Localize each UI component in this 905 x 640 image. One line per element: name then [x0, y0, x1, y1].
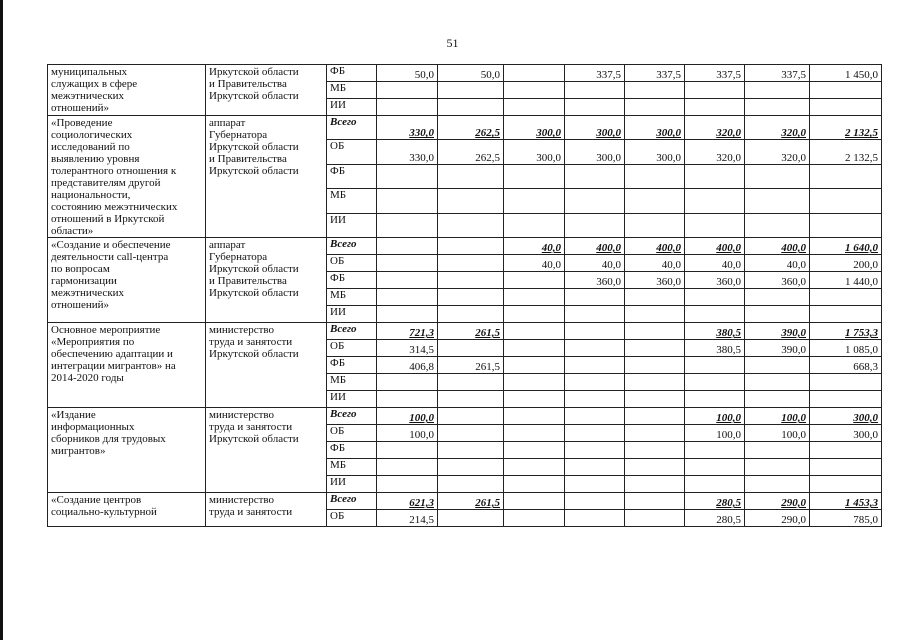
- year-value: [377, 272, 438, 289]
- year-value: [685, 164, 745, 188]
- table-row: [48, 323, 882, 340]
- year-value: [745, 357, 810, 374]
- year-value: [745, 289, 810, 306]
- table-row: [48, 238, 882, 255]
- executor-name: аппарат Губернатора Иркутской области и Правительства Иркутской области: [206, 116, 327, 238]
- year-value: [685, 476, 745, 493]
- year-value: 314,5: [377, 340, 438, 357]
- year-value: 337,5: [745, 65, 810, 82]
- year-value: [504, 99, 565, 116]
- funding-source: ФБ: [327, 65, 377, 82]
- year-value: 390,0: [745, 323, 810, 340]
- total-value: [810, 82, 882, 99]
- year-value: 400,0: [685, 238, 745, 255]
- total-value: 1 453,3: [810, 493, 882, 510]
- year-value: 262,5: [438, 140, 504, 164]
- year-value: [377, 306, 438, 323]
- funding-source: Всего: [327, 238, 377, 255]
- funding-source: МБ: [327, 82, 377, 99]
- year-value: [745, 189, 810, 213]
- year-value: [625, 306, 685, 323]
- year-value: [504, 510, 565, 527]
- year-value: 337,5: [685, 65, 745, 82]
- executor-name: министерство труда и занятости Иркутской области: [206, 323, 327, 408]
- total-value: 2 132,5: [810, 116, 882, 140]
- year-value: [438, 510, 504, 527]
- table-row: [48, 65, 882, 82]
- year-value: 100,0: [377, 408, 438, 425]
- year-value: [565, 510, 625, 527]
- year-value: [625, 357, 685, 374]
- year-value: 300,0: [565, 140, 625, 164]
- year-value: [565, 357, 625, 374]
- year-value: [438, 408, 504, 425]
- year-value: 100,0: [685, 408, 745, 425]
- year-value: [377, 374, 438, 391]
- funding-source: ИИ: [327, 391, 377, 408]
- year-value: [504, 65, 565, 82]
- measure-name: «Создание и обеспечение деятельности call-центра по вопросам гармонизации межэтнических отношений»: [48, 238, 206, 323]
- year-value: [625, 391, 685, 408]
- year-value: [565, 323, 625, 340]
- year-value: [565, 374, 625, 391]
- total-value: [810, 164, 882, 188]
- year-value: 621,3: [377, 493, 438, 510]
- year-value: 261,5: [438, 357, 504, 374]
- year-value: [685, 357, 745, 374]
- year-value: [685, 374, 745, 391]
- year-value: [685, 306, 745, 323]
- year-value: [504, 306, 565, 323]
- funding-source: Всего: [327, 116, 377, 140]
- year-value: [377, 459, 438, 476]
- year-value: [504, 189, 565, 213]
- year-value: [504, 374, 565, 391]
- year-value: 261,5: [438, 323, 504, 340]
- year-value: 40,0: [504, 255, 565, 272]
- year-value: 261,5: [438, 493, 504, 510]
- year-value: [504, 493, 565, 510]
- total-value: 2 132,5: [810, 140, 882, 164]
- funding-source: МБ: [327, 459, 377, 476]
- year-value: [625, 408, 685, 425]
- year-value: [565, 189, 625, 213]
- year-value: [625, 459, 685, 476]
- year-value: 400,0: [745, 238, 810, 255]
- measure-name: «Создание центров социально-культурной: [48, 493, 206, 527]
- year-value: 320,0: [745, 116, 810, 140]
- year-value: [625, 213, 685, 237]
- year-value: [377, 164, 438, 188]
- year-value: 214,5: [377, 510, 438, 527]
- total-value: [810, 476, 882, 493]
- funding-source: ФБ: [327, 272, 377, 289]
- year-value: [625, 99, 685, 116]
- year-value: [625, 289, 685, 306]
- total-value: 1 085,0: [810, 340, 882, 357]
- year-value: 40,0: [685, 255, 745, 272]
- year-value: 400,0: [565, 238, 625, 255]
- funding-source: ОБ: [327, 255, 377, 272]
- total-value: 300,0: [810, 425, 882, 442]
- year-value: 320,0: [745, 140, 810, 164]
- year-value: [685, 82, 745, 99]
- year-value: [377, 476, 438, 493]
- year-value: 300,0: [504, 116, 565, 140]
- year-value: [438, 289, 504, 306]
- funding-source: ФБ: [327, 442, 377, 459]
- year-value: [438, 425, 504, 442]
- year-value: [377, 99, 438, 116]
- year-value: 337,5: [565, 65, 625, 82]
- year-value: 40,0: [745, 255, 810, 272]
- table-row: [48, 408, 882, 425]
- funding-source: МБ: [327, 374, 377, 391]
- year-value: [565, 442, 625, 459]
- year-value: [377, 213, 438, 237]
- funding-source: МБ: [327, 189, 377, 213]
- year-value: [504, 357, 565, 374]
- measure-name: «Издание информационных сборников для трудовых мигрантов»: [48, 408, 206, 493]
- year-value: 300,0: [565, 116, 625, 140]
- year-value: [625, 476, 685, 493]
- year-value: [377, 442, 438, 459]
- measure-name: Основное мероприятие «Мероприятия по обеспечению адаптации и интеграции мигрантов» на 2014-2020 годы: [48, 323, 206, 408]
- year-value: 40,0: [504, 238, 565, 255]
- executor-name: Иркутской области и Правительства Иркутской области: [206, 65, 327, 116]
- year-value: [625, 510, 685, 527]
- funding-source: ИИ: [327, 306, 377, 323]
- year-value: [438, 213, 504, 237]
- year-value: 100,0: [745, 425, 810, 442]
- year-value: [745, 164, 810, 188]
- year-value: [565, 99, 625, 116]
- year-value: [377, 238, 438, 255]
- year-value: [745, 391, 810, 408]
- year-value: [504, 272, 565, 289]
- year-value: 390,0: [745, 340, 810, 357]
- total-value: 200,0: [810, 255, 882, 272]
- funding-source: ОБ: [327, 510, 377, 527]
- year-value: 400,0: [625, 238, 685, 255]
- year-value: 100,0: [377, 425, 438, 442]
- measure-name: «Проведение социологических исследований по выявлению уровня толерантного отношения к представителям другой национальности, состоянию межэтнических отношений в Иркутской области»: [48, 116, 206, 238]
- year-value: [745, 442, 810, 459]
- year-value: [438, 99, 504, 116]
- year-value: 300,0: [625, 140, 685, 164]
- measure-name: муниципальных служащих в сфере межэтнических отношений»: [48, 65, 206, 116]
- year-value: 50,0: [438, 65, 504, 82]
- table-row: [48, 493, 882, 510]
- year-value: [685, 442, 745, 459]
- year-value: 290,0: [745, 493, 810, 510]
- year-value: 320,0: [685, 140, 745, 164]
- year-value: [625, 374, 685, 391]
- year-value: [565, 408, 625, 425]
- year-value: [625, 340, 685, 357]
- total-value: [810, 374, 882, 391]
- year-value: [438, 442, 504, 459]
- funding-source: ФБ: [327, 164, 377, 188]
- year-value: [565, 164, 625, 188]
- year-value: [745, 82, 810, 99]
- year-value: 280,5: [685, 510, 745, 527]
- total-value: [810, 99, 882, 116]
- year-value: [504, 340, 565, 357]
- total-value: [810, 442, 882, 459]
- executor-name: министерство труда и занятости Иркутской области: [206, 408, 327, 493]
- year-value: [745, 459, 810, 476]
- year-value: [438, 374, 504, 391]
- year-value: 360,0: [565, 272, 625, 289]
- year-value: [438, 164, 504, 188]
- executor-name: аппарат Губернатора Иркутской области и Правительства Иркутской области: [206, 238, 327, 323]
- year-value: 330,0: [377, 140, 438, 164]
- funding-source: ФБ: [327, 357, 377, 374]
- total-value: [810, 459, 882, 476]
- year-value: [377, 82, 438, 99]
- year-value: [438, 238, 504, 255]
- year-value: [565, 425, 625, 442]
- year-value: 330,0: [377, 116, 438, 140]
- year-value: [504, 323, 565, 340]
- funding-source: ИИ: [327, 213, 377, 237]
- year-value: [625, 442, 685, 459]
- year-value: [685, 289, 745, 306]
- year-value: [565, 289, 625, 306]
- year-value: [377, 391, 438, 408]
- year-value: [504, 408, 565, 425]
- year-value: 380,5: [685, 323, 745, 340]
- year-value: [685, 189, 745, 213]
- year-value: [504, 82, 565, 99]
- year-value: [745, 476, 810, 493]
- year-value: [377, 289, 438, 306]
- total-value: 785,0: [810, 510, 882, 527]
- year-value: [504, 425, 565, 442]
- year-value: [745, 99, 810, 116]
- funding-source: ИИ: [327, 99, 377, 116]
- year-value: [438, 189, 504, 213]
- year-value: [565, 391, 625, 408]
- year-value: [504, 459, 565, 476]
- year-value: [745, 306, 810, 323]
- year-value: 100,0: [745, 408, 810, 425]
- year-value: 721,3: [377, 323, 438, 340]
- year-value: [685, 459, 745, 476]
- executor-name: министерство труда и занятости: [206, 493, 327, 527]
- funding-source: Всего: [327, 323, 377, 340]
- year-value: 280,5: [685, 493, 745, 510]
- funding-source: Всего: [327, 408, 377, 425]
- total-value: [810, 306, 882, 323]
- total-value: [810, 289, 882, 306]
- year-value: [685, 99, 745, 116]
- year-value: [438, 306, 504, 323]
- year-value: 40,0: [565, 255, 625, 272]
- year-value: [565, 306, 625, 323]
- year-value: [438, 255, 504, 272]
- funding-source: ОБ: [327, 140, 377, 164]
- year-value: 50,0: [377, 65, 438, 82]
- year-value: 360,0: [625, 272, 685, 289]
- year-value: [745, 213, 810, 237]
- year-value: 406,8: [377, 357, 438, 374]
- year-value: [377, 255, 438, 272]
- year-value: [565, 459, 625, 476]
- year-value: [438, 272, 504, 289]
- year-value: [565, 476, 625, 493]
- year-value: [625, 189, 685, 213]
- year-value: [685, 213, 745, 237]
- year-value: 40,0: [625, 255, 685, 272]
- total-value: 1 440,0: [810, 272, 882, 289]
- year-value: [625, 493, 685, 510]
- year-value: [565, 82, 625, 99]
- year-value: [438, 82, 504, 99]
- year-value: 320,0: [685, 116, 745, 140]
- funding-source: ИИ: [327, 476, 377, 493]
- total-value: 1 753,3: [810, 323, 882, 340]
- total-value: [810, 213, 882, 237]
- total-value: 300,0: [810, 408, 882, 425]
- year-value: [504, 476, 565, 493]
- year-value: 100,0: [685, 425, 745, 442]
- year-value: 290,0: [745, 510, 810, 527]
- budget-table: [47, 64, 882, 527]
- year-value: [438, 459, 504, 476]
- year-value: [504, 391, 565, 408]
- year-value: [745, 374, 810, 391]
- table-row: [48, 116, 882, 140]
- year-value: [504, 164, 565, 188]
- year-value: 360,0: [745, 272, 810, 289]
- year-value: 380,5: [685, 340, 745, 357]
- year-value: [438, 340, 504, 357]
- year-value: [377, 189, 438, 213]
- total-value: 1 450,0: [810, 65, 882, 82]
- year-value: [565, 213, 625, 237]
- left-margin-rule: [0, 0, 3, 640]
- page-number: 51: [446, 36, 459, 50]
- year-value: 300,0: [625, 116, 685, 140]
- year-value: [625, 164, 685, 188]
- year-value: [504, 289, 565, 306]
- year-value: 262,5: [438, 116, 504, 140]
- year-value: [625, 425, 685, 442]
- table-body: [48, 65, 882, 527]
- funding-source: ОБ: [327, 425, 377, 442]
- total-value: [810, 391, 882, 408]
- year-value: [438, 476, 504, 493]
- year-value: [438, 391, 504, 408]
- year-value: [625, 82, 685, 99]
- year-value: [565, 493, 625, 510]
- funding-source: МБ: [327, 289, 377, 306]
- year-value: [685, 391, 745, 408]
- funding-source: ОБ: [327, 340, 377, 357]
- total-value: 668,3: [810, 357, 882, 374]
- year-value: 337,5: [625, 65, 685, 82]
- year-value: [504, 213, 565, 237]
- year-value: 300,0: [504, 140, 565, 164]
- year-value: [625, 323, 685, 340]
- total-value: [810, 189, 882, 213]
- year-value: [504, 442, 565, 459]
- year-value: 360,0: [685, 272, 745, 289]
- funding-source: Всего: [327, 493, 377, 510]
- year-value: [565, 340, 625, 357]
- total-value: 1 640,0: [810, 238, 882, 255]
